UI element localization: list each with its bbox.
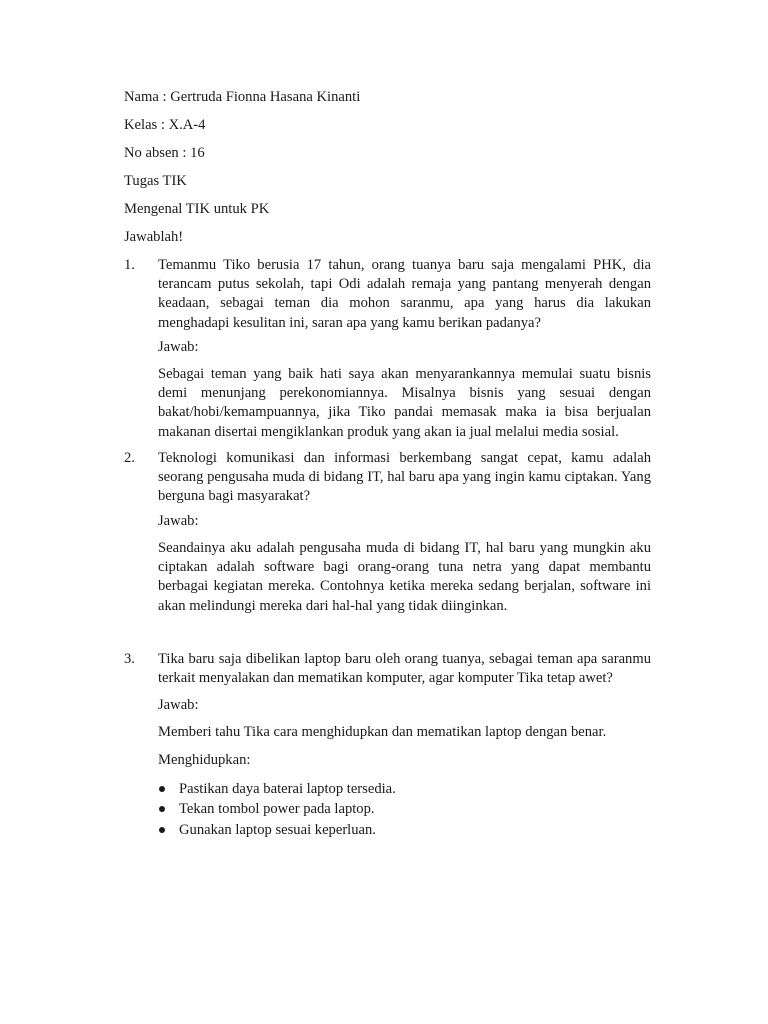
bullet-list (158, 779, 396, 840)
question-number: 1. (124, 257, 135, 273)
answer-text: Seandainya aku adalah pengusaha muda di bidang IT, hal baru yang mungkin aku ciptakan adalah software bagi orang-orang tuna netra yang dapat membantu berbagai kegiatan mereka. Contohnya ketika mereka sedang berjalan, software ini akan melindungi mereka dari hal-hal yang tidak diinginkan. (158, 540, 651, 614)
bullet-icon (159, 827, 165, 833)
instruction: Jawablah! (124, 229, 184, 245)
assignment-title: Tugas TIK (124, 173, 187, 189)
subheading: Menghidupkan: (158, 752, 251, 768)
question-number: 2. (124, 450, 135, 466)
list-item (158, 779, 396, 799)
list-item-text: Pastikan daya baterai laptop tersedia. (179, 781, 396, 797)
assignment-topic: Mengenal TIK untuk PK (124, 201, 270, 217)
question-number: 3. (124, 651, 135, 667)
question-text: Temanmu Tiko berusia 17 tahun, orang tuanya baru saja mengalami PHK, dia terancam putus sekolah, tapi Odi adalah remaja yang pantang menyerah dengan keadaan, sebagai teman dia mohon saranmu, apa yang harus dia lakukan menghadapi kesulitan ini, saran apa yang kamu berikan padanya? (158, 257, 651, 331)
list-item (158, 799, 396, 819)
bullet-icon (159, 806, 165, 812)
answer-text: Memberi tahu Tika cara menghidupkan dan mematikan laptop dengan benar. (158, 724, 607, 740)
bullet-icon (159, 786, 165, 792)
question-text: Teknologi komunikasi dan informasi berkembang sangat cepat, kamu adalah seorang pengusaha muda di bidang IT, hal baru apa yang ingin kamu ciptakan. Yang berguna bagi masyarakat? (158, 450, 651, 505)
list-item-text: Tekan tombol power pada laptop. (179, 801, 375, 818)
student-name: Nama : Gertruda Fionna Hasana Kinanti (124, 89, 361, 105)
answer-label: Jawab: (158, 513, 199, 529)
student-number: No absen : 16 (124, 145, 205, 161)
list-item (158, 820, 396, 840)
answer-label: Jawab: (158, 697, 199, 713)
student-class: Kelas : X.A-4 (124, 117, 206, 133)
answer-text: Sebagai teman yang baik hati saya akan menyarankannya memulai suatu bisnis demi menunjang perekonomiannya. Misalnya bisnis yang sesuai dengan bakat/hobi/kemampuannya, jika Tiko pandai memasak maka ia bisa berjualan makanan disertai mengiklankan produk yang akan ia jual melalui media sosial. (158, 366, 651, 440)
answer-label: Jawab: (158, 339, 199, 355)
list-item-text: Gunakan laptop sesuai keperluan. (179, 821, 376, 838)
question-text: Tika baru saja dibelikan laptop baru oleh orang tuanya, sebagai teman apa saranmu terkait menyalakan dan mematikan komputer, agar komputer Tika tetap awet? (158, 651, 651, 687)
